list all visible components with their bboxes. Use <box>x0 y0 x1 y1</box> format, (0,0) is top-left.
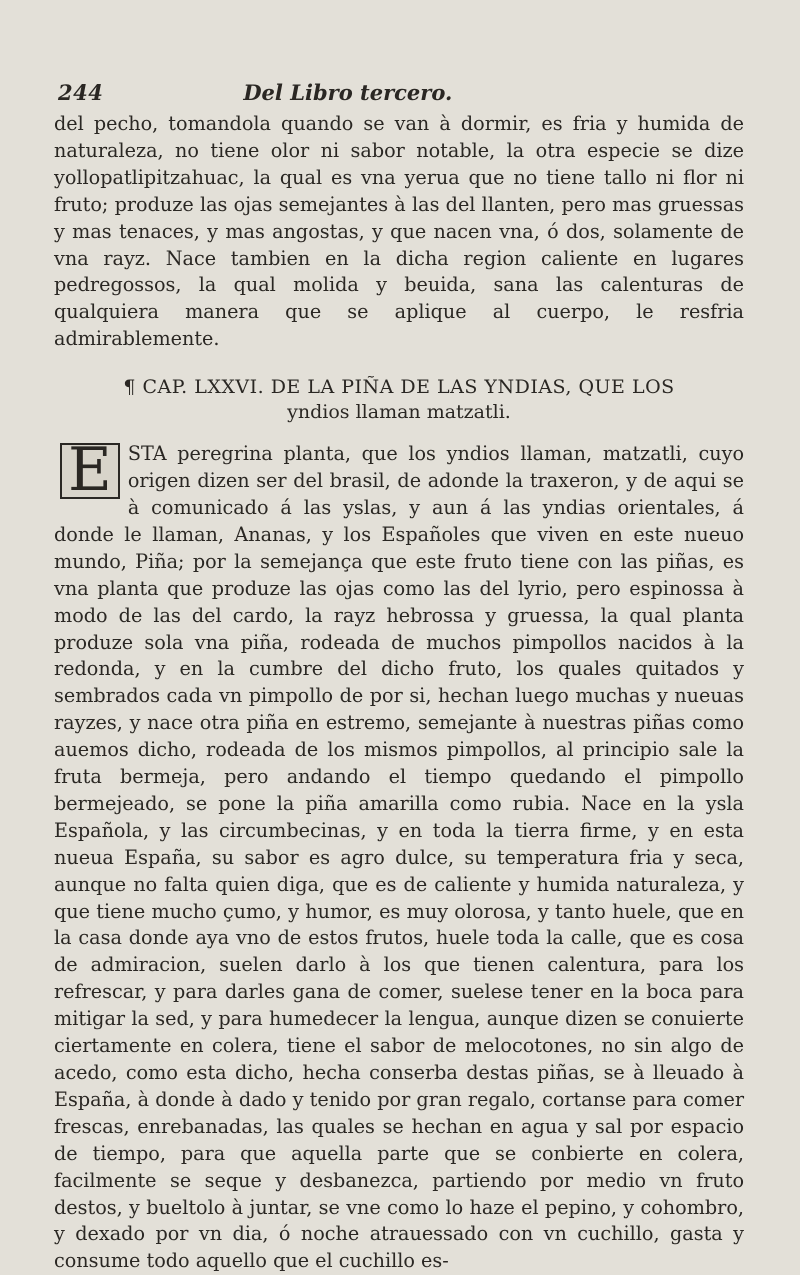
chapter-heading <box>54 375 744 425</box>
page-number: 244 <box>58 80 104 105</box>
drop-cap: E <box>60 443 120 499</box>
running-title: Del Libro tercero. <box>243 80 453 105</box>
paragraph-1: del pecho, tomandola quando se van à dormir, es fria y humida de naturaleza, no tiene olor ni sabor notable, la otra especie se dize yollopatlipitzahuac, la qual es vna yerua que no tiene tallo ni flor ni fruto; produze las ojas semejantes à las del llanten, pero mas gruessas y mas tenaces, y mas angostas, y que nacen vna, ó dos, solamente de vna rayz. Nace tambien en la dicha region caliente en lugares pedregossos, la qual molida y beuida, sana las calenturas de qualquiera manera que se aplique al cuerpo, le resfria admirablemente. <box>54 112 744 351</box>
paragraph-2: STA peregrina planta, que los yndios llaman, matzatli, cuyo origen dizen ser del brasil, de adonde la traxeron, y de aqui se à comunicado á las yslas, y aun á las yndias orientales, á donde le llaman, Ananas, y los Españoles que viven en este nueuo mundo, Piña; por la semejança que este fruto tiene con las piñas, es vna planta que produze las ojas como las del lyrio, pero espinossa à modo de las del cardo, la rayz hebrossa y gruessa, la qual planta produze sola vna piña, rodeada de muchos pimpollos nacidos à la redonda, y en la cumbre del dicho fruto, los quales quitados y sembrados cada vn pimpollo de por si, hechan luego muchas y nueuas rayzes, y nace otra piña en estremo, semejante à nuestras piñas como auemos dicho, rodeada de los mismos pimpollos, al principio sale la fruta bermeja, pero andando el tiempo quedando el pimpollo bermejeado, se pone la piña amarilla como rubia. Nace en la ysla Española, y las circumbecinas, y en toda la tierra firme, y en esta nueua España, su sabor es agro dulce, su temperatura fria y seca, aunque no falta quien diga, que es de caliente y humida naturaleza, y que tiene mucho çumo, y humor, es muy olorosa, y tanto huele, que en la casa donde aya vno de estos frutos, huele toda la calle, que es cosa de admiracion, suelen darlo à los que tienen calentura, para los refrescar, y para darles gana de comer, suelese tener en la boca para mitigar la sed, y para humedecer la lengua, aunque dizen se conuierte ciertamente en colera, tiene el sabor de melocotones, no sin algo de acedo, como esta dicho, hecha conserba destas piñas, se à lleuado à España, à donde à dado y tenido por gran regalo, cortanse para comer frescas, enrebanadas, las quales se hechan en agua y sal por espacio de tiempo, para que aquella parte que se conbierte en colera, facilmente se seque y desbanezca, partiendo por medio vn fruto destos, y bueltolo à juntar, se vne como lo haze el pepino, y cohombro, y dexado por vn dia, ó noche atrauessado con vn cuchillo, gasta y consume todo aquello que el cuchillo es- <box>54 442 744 1273</box>
running-head <box>54 80 744 105</box>
chapter-heading-line1: ¶ CAP. LXXVI. DE LA PIÑA DE LAS YNDIAS, QUE LOS <box>123 376 675 399</box>
paragraph-2-block <box>54 435 744 1275</box>
chapter-heading-line2: yndios llaman matzatli. <box>287 401 511 424</box>
